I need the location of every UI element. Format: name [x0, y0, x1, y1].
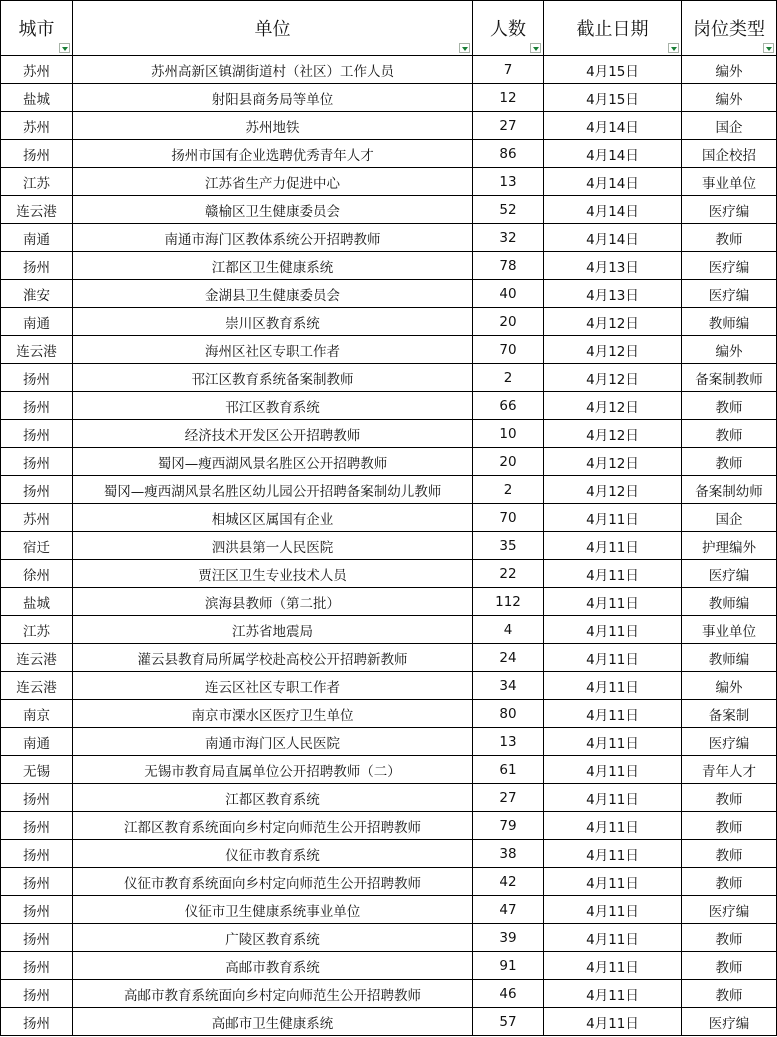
cell-unit[interactable]: 高邮市教育系统面向乡村定向师范生公开招聘教师 — [73, 980, 473, 1008]
cell-city[interactable]: 扬州 — [1, 980, 73, 1008]
table-row — [1, 448, 777, 476]
table-row — [1, 168, 777, 196]
cell-city[interactable]: 扬州 — [1, 896, 73, 924]
table-row — [1, 1008, 777, 1036]
cell-unit[interactable]: 无锡市教育局直属单位公开招聘教师（二） — [73, 756, 473, 784]
cell-post-type[interactable]: 教师 — [682, 420, 777, 448]
cell-post-type[interactable]: 编外 — [682, 672, 777, 700]
cell-deadline[interactable]: 4月11日 — [544, 504, 682, 532]
cell-deadline[interactable]: 4月11日 — [544, 532, 682, 560]
cell-unit[interactable]: 金湖县卫生健康委员会 — [73, 280, 473, 308]
cell-deadline[interactable]: 4月11日 — [544, 728, 682, 756]
table-row — [1, 728, 777, 756]
cell-count[interactable]: 2 — [473, 476, 544, 504]
cell-unit[interactable]: 海州区社区专职工作者 — [73, 336, 473, 364]
cell-deadline[interactable]: 4月11日 — [544, 980, 682, 1008]
cell-count[interactable]: 22 — [473, 560, 544, 588]
table-row — [1, 336, 777, 364]
table-row — [1, 644, 777, 672]
cell-unit[interactable]: 经济技术开发区公开招聘教师 — [73, 420, 473, 448]
cell-city[interactable]: 扬州 — [1, 364, 73, 392]
cell-city[interactable]: 宿迁 — [1, 532, 73, 560]
header-deadline — [544, 1, 682, 56]
cell-unit[interactable]: 高邮市教育系统 — [73, 952, 473, 980]
filter-dropdown-icon[interactable] — [530, 43, 541, 53]
cell-unit[interactable]: 仪征市教育系统面向乡村定向师范生公开招聘教师 — [73, 868, 473, 896]
cell-post-type[interactable]: 教师编 — [682, 644, 777, 672]
cell-city[interactable]: 连云港 — [1, 644, 73, 672]
cell-count[interactable]: 34 — [473, 672, 544, 700]
table-row — [1, 84, 777, 112]
cell-unit[interactable]: 仪征市教育系统 — [73, 840, 473, 868]
cell-city[interactable]: 扬州 — [1, 420, 73, 448]
cell-unit[interactable]: 南通市海门区人民医院 — [73, 728, 473, 756]
header-city-label: 城市 — [18, 19, 55, 40]
cell-count[interactable]: 42 — [473, 868, 544, 896]
cell-city[interactable]: 南通 — [1, 308, 73, 336]
cell-deadline[interactable]: 4月14日 — [544, 224, 682, 252]
cell-post-type[interactable]: 教师 — [682, 868, 777, 896]
cell-unit[interactable]: 泗洪县第一人民医院 — [73, 532, 473, 560]
cell-unit[interactable]: 灌云县教育局所属学校赴高校公开招聘新教师 — [73, 644, 473, 672]
cell-post-type[interactable]: 教师 — [682, 224, 777, 252]
table-row — [1, 980, 777, 1008]
filter-dropdown-icon[interactable] — [668, 43, 679, 53]
cell-post-type[interactable]: 医疗编 — [682, 896, 777, 924]
header-unit-label: 单位 — [254, 19, 291, 40]
cell-unit[interactable]: 蜀冈—瘦西湖风景名胜区公开招聘教师 — [73, 448, 473, 476]
cell-post-type[interactable]: 编外 — [682, 56, 777, 84]
cell-unit[interactable]: 广陵区教育系统 — [73, 924, 473, 952]
cell-deadline[interactable]: 4月11日 — [544, 1008, 682, 1036]
cell-unit[interactable]: 蜀冈—瘦西湖风景名胜区幼儿园公开招聘备案制幼儿教师 — [73, 476, 473, 504]
cell-count[interactable]: 2 — [473, 364, 544, 392]
cell-unit[interactable]: 南京市溧水区医疗卫生单位 — [73, 700, 473, 728]
cell-post-type[interactable]: 教师 — [682, 392, 777, 420]
cell-unit[interactable]: 崇川区教育系统 — [73, 308, 473, 336]
cell-post-type[interactable]: 医疗编 — [682, 560, 777, 588]
cell-deadline[interactable]: 4月11日 — [544, 588, 682, 616]
cell-post-type[interactable]: 医疗编 — [682, 252, 777, 280]
table-row — [1, 112, 777, 140]
table-row — [1, 364, 777, 392]
cell-post-type[interactable]: 医疗编 — [682, 1008, 777, 1036]
cell-deadline[interactable]: 4月12日 — [544, 336, 682, 364]
cell-city[interactable]: 扬州 — [1, 448, 73, 476]
cell-city[interactable]: 徐州 — [1, 560, 73, 588]
cell-city[interactable]: 扬州 — [1, 784, 73, 812]
cell-unit[interactable]: 贾汪区卫生专业技术人员 — [73, 560, 473, 588]
cell-count[interactable]: 32 — [473, 224, 544, 252]
cell-city[interactable]: 苏州 — [1, 56, 73, 84]
cell-post-type[interactable]: 教师编 — [682, 308, 777, 336]
cell-city[interactable]: 无锡 — [1, 756, 73, 784]
cell-post-type[interactable]: 教师 — [682, 952, 777, 980]
cell-deadline[interactable]: 4月12日 — [544, 420, 682, 448]
cell-count[interactable]: 61 — [473, 756, 544, 784]
cell-count[interactable]: 20 — [473, 308, 544, 336]
cell-count[interactable]: 47 — [473, 896, 544, 924]
cell-deadline[interactable]: 4月14日 — [544, 140, 682, 168]
cell-deadline[interactable]: 4月11日 — [544, 560, 682, 588]
table-row — [1, 420, 777, 448]
cell-post-type[interactable]: 国企校招 — [682, 140, 777, 168]
cell-unit[interactable]: 邗江区教育系统备案制教师 — [73, 364, 473, 392]
cell-deadline[interactable]: 4月12日 — [544, 476, 682, 504]
cell-count[interactable]: 79 — [473, 812, 544, 840]
cell-unit[interactable]: 连云区社区专职工作者 — [73, 672, 473, 700]
cell-deadline[interactable]: 4月14日 — [544, 196, 682, 224]
cell-unit[interactable]: 相城区区属国有企业 — [73, 504, 473, 532]
cell-deadline[interactable]: 4月11日 — [544, 868, 682, 896]
cell-deadline[interactable]: 4月14日 — [544, 112, 682, 140]
table-row — [1, 504, 777, 532]
cell-post-type[interactable]: 事业单位 — [682, 168, 777, 196]
cell-post-type[interactable]: 国企 — [682, 112, 777, 140]
table-row — [1, 924, 777, 952]
cell-post-type[interactable]: 护理编外 — [682, 532, 777, 560]
cell-deadline[interactable]: 4月15日 — [544, 84, 682, 112]
cell-deadline[interactable]: 4月12日 — [544, 308, 682, 336]
cell-city[interactable]: 扬州 — [1, 1008, 73, 1036]
cell-count[interactable]: 57 — [473, 1008, 544, 1036]
table-row — [1, 56, 777, 84]
cell-city[interactable]: 南京 — [1, 700, 73, 728]
cell-count[interactable]: 66 — [473, 392, 544, 420]
table-row — [1, 588, 777, 616]
cell-count[interactable]: 70 — [473, 504, 544, 532]
header-post-type-label: 岗位类型 — [693, 19, 765, 40]
cell-post-type[interactable]: 教师 — [682, 448, 777, 476]
table-row — [1, 392, 777, 420]
cell-deadline[interactable]: 4月11日 — [544, 840, 682, 868]
cell-unit[interactable]: 江都区教育系统 — [73, 784, 473, 812]
cell-count[interactable]: 10 — [473, 420, 544, 448]
cell-count[interactable]: 4 — [473, 616, 544, 644]
filter-dropdown-icon[interactable] — [459, 43, 470, 53]
cell-city[interactable]: 苏州 — [1, 504, 73, 532]
cell-post-type[interactable]: 教师 — [682, 924, 777, 952]
cell-deadline[interactable]: 4月15日 — [544, 56, 682, 84]
cell-unit[interactable]: 滨海县教师（第二批） — [73, 588, 473, 616]
header-count — [473, 1, 544, 56]
cell-count[interactable]: 27 — [473, 112, 544, 140]
cell-deadline[interactable]: 4月13日 — [544, 280, 682, 308]
cell-deadline[interactable]: 4月14日 — [544, 168, 682, 196]
cell-count[interactable]: 112 — [473, 588, 544, 616]
cell-count[interactable]: 7 — [473, 56, 544, 84]
cell-unit[interactable]: 邗江区教育系统 — [73, 392, 473, 420]
cell-city[interactable]: 扬州 — [1, 868, 73, 896]
table-row — [1, 840, 777, 868]
cell-unit[interactable]: 苏州地铁 — [73, 112, 473, 140]
cell-city[interactable]: 苏州 — [1, 112, 73, 140]
cell-deadline[interactable]: 4月11日 — [544, 896, 682, 924]
header-post-type — [682, 1, 777, 56]
cell-unit[interactable]: 射阳县商务局等单位 — [73, 84, 473, 112]
table-row — [1, 476, 777, 504]
cell-count[interactable]: 70 — [473, 336, 544, 364]
cell-deadline[interactable]: 4月11日 — [544, 672, 682, 700]
cell-deadline[interactable]: 4月11日 — [544, 756, 682, 784]
cell-post-type[interactable]: 青年人才 — [682, 756, 777, 784]
cell-deadline[interactable]: 4月11日 — [544, 644, 682, 672]
cell-unit[interactable]: 扬州市国有企业选聘优秀青年人才 — [73, 140, 473, 168]
cell-city[interactable]: 淮安 — [1, 280, 73, 308]
cell-post-type[interactable]: 医疗编 — [682, 280, 777, 308]
cell-count[interactable]: 35 — [473, 532, 544, 560]
table-row — [1, 532, 777, 560]
cell-count[interactable]: 80 — [473, 700, 544, 728]
cell-city[interactable]: 扬州 — [1, 140, 73, 168]
cell-unit[interactable]: 南通市海门区教体系统公开招聘教师 — [73, 224, 473, 252]
cell-unit[interactable]: 江苏省地震局 — [73, 616, 473, 644]
cell-post-type[interactable]: 医疗编 — [682, 196, 777, 224]
header-unit — [73, 1, 473, 56]
cell-post-type[interactable]: 备案制 — [682, 700, 777, 728]
cell-post-type[interactable]: 教师 — [682, 784, 777, 812]
cell-count[interactable]: 12 — [473, 84, 544, 112]
cell-count[interactable]: 52 — [473, 196, 544, 224]
cell-count[interactable]: 39 — [473, 924, 544, 952]
table-row — [1, 868, 777, 896]
table-row — [1, 756, 777, 784]
header-row — [1, 1, 777, 56]
cell-count[interactable]: 46 — [473, 980, 544, 1008]
cell-city[interactable]: 连云港 — [1, 196, 73, 224]
table-row — [1, 560, 777, 588]
header-count-label: 人数 — [490, 19, 526, 40]
cell-deadline[interactable]: 4月11日 — [544, 700, 682, 728]
header-deadline-label: 截止日期 — [576, 19, 649, 40]
cell-deadline[interactable]: 4月11日 — [544, 616, 682, 644]
cell-city[interactable]: 盐城 — [1, 84, 73, 112]
cell-city[interactable]: 连云港 — [1, 672, 73, 700]
cell-city[interactable]: 扬州 — [1, 252, 73, 280]
table-row — [1, 140, 777, 168]
cell-city[interactable]: 扬州 — [1, 812, 73, 840]
table-row — [1, 196, 777, 224]
cell-count[interactable]: 78 — [473, 252, 544, 280]
cell-deadline[interactable]: 4月11日 — [544, 812, 682, 840]
table-row — [1, 896, 777, 924]
cell-count[interactable]: 27 — [473, 784, 544, 812]
cell-count[interactable]: 40 — [473, 280, 544, 308]
cell-post-type[interactable]: 教师 — [682, 840, 777, 868]
cell-count[interactable]: 13 — [473, 168, 544, 196]
cell-count[interactable]: 24 — [473, 644, 544, 672]
cell-city[interactable]: 扬州 — [1, 840, 73, 868]
cell-unit[interactable]: 仪征市卫生健康系统事业单位 — [73, 896, 473, 924]
cell-post-type[interactable]: 编外 — [682, 336, 777, 364]
cell-count[interactable]: 91 — [473, 952, 544, 980]
cell-unit[interactable]: 高邮市卫生健康系统 — [73, 1008, 473, 1036]
cell-city[interactable]: 江苏 — [1, 616, 73, 644]
cell-deadline[interactable]: 4月12日 — [544, 392, 682, 420]
cell-post-type[interactable]: 备案制幼师 — [682, 476, 777, 504]
cell-city[interactable]: 连云港 — [1, 336, 73, 364]
cell-unit[interactable]: 江都区教育系统面向乡村定向师范生公开招聘教师 — [73, 812, 473, 840]
table-row — [1, 308, 777, 336]
cell-post-type[interactable]: 编外 — [682, 84, 777, 112]
table-row — [1, 672, 777, 700]
cell-count[interactable]: 13 — [473, 728, 544, 756]
cell-unit[interactable]: 江都区卫生健康系统 — [73, 252, 473, 280]
cell-deadline[interactable]: 4月12日 — [544, 448, 682, 476]
table-row — [1, 616, 777, 644]
cell-post-type[interactable]: 教师编 — [682, 588, 777, 616]
cell-city[interactable]: 扬州 — [1, 924, 73, 952]
cell-count[interactable]: 86 — [473, 140, 544, 168]
cell-deadline[interactable]: 4月11日 — [544, 952, 682, 980]
header-city — [1, 1, 73, 56]
cell-city[interactable]: 南通 — [1, 728, 73, 756]
table-row — [1, 784, 777, 812]
table-row — [1, 252, 777, 280]
cell-post-type[interactable]: 事业单位 — [682, 616, 777, 644]
table-row — [1, 952, 777, 980]
cell-count[interactable]: 20 — [473, 448, 544, 476]
table-row — [1, 812, 777, 840]
cell-post-type[interactable]: 教师 — [682, 980, 777, 1008]
cell-deadline[interactable]: 4月11日 — [544, 924, 682, 952]
filter-dropdown-icon[interactable] — [763, 43, 774, 53]
cell-city[interactable]: 南通 — [1, 224, 73, 252]
cell-deadline[interactable]: 4月12日 — [544, 364, 682, 392]
cell-city[interactable]: 盐城 — [1, 588, 73, 616]
cell-unit[interactable]: 苏州高新区镇湖街道村（社区）工作人员 — [73, 56, 473, 84]
cell-deadline[interactable]: 4月11日 — [544, 784, 682, 812]
cell-city[interactable]: 扬州 — [1, 392, 73, 420]
filter-dropdown-icon[interactable] — [59, 43, 70, 53]
table-row — [1, 700, 777, 728]
cell-city[interactable]: 扬州 — [1, 476, 73, 504]
cell-post-type[interactable]: 备案制教师 — [682, 364, 777, 392]
cell-post-type[interactable]: 医疗编 — [682, 728, 777, 756]
cell-deadline[interactable]: 4月13日 — [544, 252, 682, 280]
cell-city[interactable]: 江苏 — [1, 168, 73, 196]
table-row — [1, 224, 777, 252]
cell-count[interactable]: 38 — [473, 840, 544, 868]
cell-unit[interactable]: 江苏省生产力促进中心 — [73, 168, 473, 196]
cell-city[interactable]: 扬州 — [1, 952, 73, 980]
table-row — [1, 280, 777, 308]
cell-unit[interactable]: 赣榆区卫生健康委员会 — [73, 196, 473, 224]
cell-post-type[interactable]: 教师 — [682, 812, 777, 840]
cell-post-type[interactable]: 国企 — [682, 504, 777, 532]
